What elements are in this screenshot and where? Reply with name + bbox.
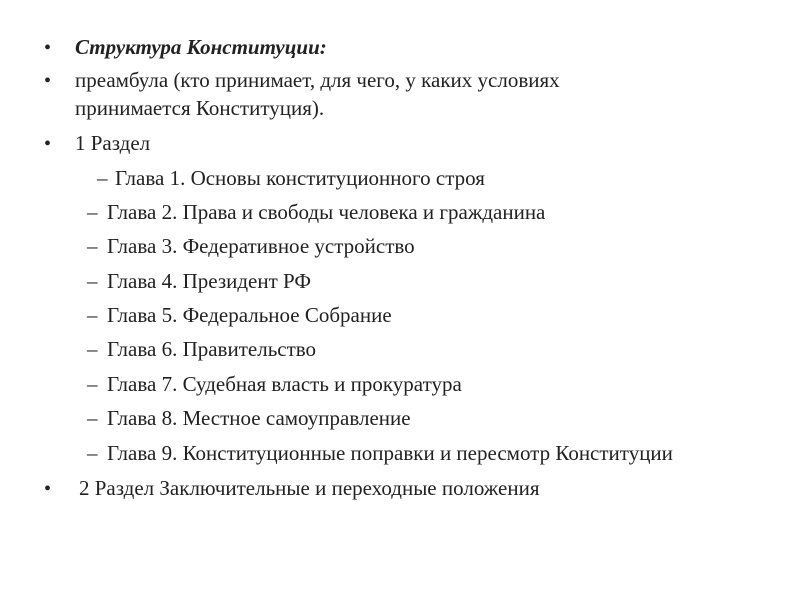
structure-heading: Структура Конституции: [75,35,327,59]
chapter-4: Глава 4. Президент РФ [107,269,311,293]
dash-marker: – [87,337,98,361]
chapter-7: Глава 7. Судебная власть и прокуратура [107,372,462,396]
preamble-line-2: принимается Конституция). [75,96,325,120]
dash-marker: – [87,303,98,327]
bullet-marker: • [44,70,52,92]
chapter-2: Глава 2. Права и свободы человека и гражданина [107,200,546,224]
bullet-marker: • [44,478,52,500]
dash-marker: – [97,166,108,190]
chapter-3: Глава 3. Федеративное устройство [107,234,415,258]
chapter-9: Глава 9. Конституционные поправки и пересмотр Конституции [107,441,673,465]
bullet-marker: • [44,37,52,59]
dash-marker: – [87,269,98,293]
preamble-line-1: преамбула (кто принимает, для чего, у каких условиях [75,68,560,92]
dash-marker: – [87,372,98,396]
dash-marker: – [87,406,98,430]
bullet-marker: • [44,133,52,155]
chapter-6: Глава 6. Правительство [107,337,317,361]
chapter-1: Глава 1. Основы конституционного строя [115,166,485,190]
section-1-label: 1 Раздел [75,131,151,155]
section-2-label: 2 Раздел Заключительные и переходные положения [79,476,540,500]
dash-marker: – [87,441,98,465]
chapter-8: Глава 8. Местное самоуправление [107,406,411,430]
chapter-5: Глава 5. Федеральное Собрание [107,303,392,327]
dash-marker: – [87,234,98,258]
dash-marker: – [87,200,98,224]
